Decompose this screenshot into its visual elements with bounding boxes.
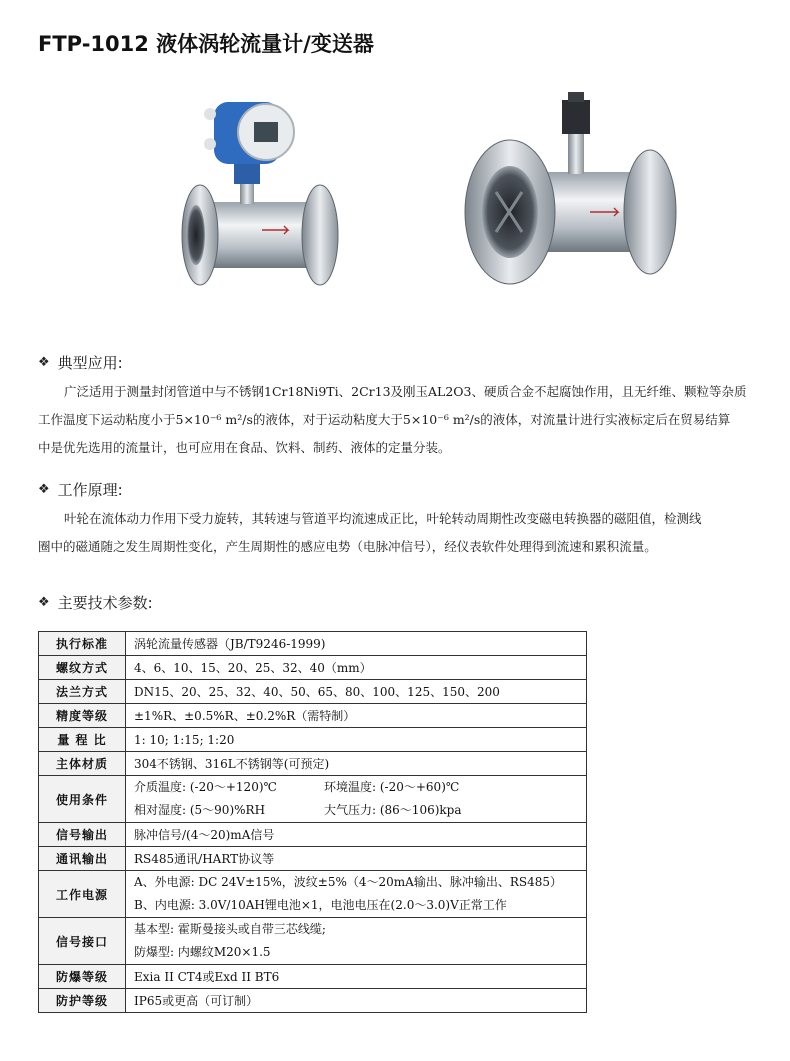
- section-heading-text: 典型应用:: [57, 354, 123, 372]
- paragraph-line: 中是优先选用的流量计，也可应用在食品、饮料、制药、液体的定量分装。: [38, 440, 451, 455]
- pressure: 大气压力: (86～106)kpa: [324, 803, 462, 817]
- conditions-line: [134, 799, 578, 822]
- table-row: [39, 965, 587, 989]
- medium-temp: 介质温度: (-20～+120)℃: [134, 780, 277, 794]
- table-row: [39, 656, 587, 680]
- spec-value: [126, 776, 587, 823]
- section-heading-specs: [38, 592, 153, 613]
- spec-value: [126, 871, 587, 918]
- section-heading-principle: [38, 479, 123, 500]
- spec-value: 304不锈钢、316L不锈钢等(可预定): [126, 752, 587, 776]
- paragraph-line: 圈中的磁通随之发生周期性变化，产生周期性的感应电势（电脉冲信号），经仪表软件处理得到流速和累积流量。: [38, 539, 657, 554]
- turbine-meter-sensor-photo: [465, 92, 676, 284]
- turbine-meter-display-photo: [182, 102, 338, 285]
- spec-label: 精度等级: [39, 704, 126, 728]
- diamond-cluster-icon: ❖: [38, 355, 50, 370]
- spec-label: 法兰方式: [39, 680, 126, 704]
- paragraph-line: 叶轮在流体动力作用下受力旋转，其转速与管道平均流速成正比，叶轮转动周期性改变磁电转换器的磁阻值，检测线: [64, 511, 702, 526]
- section-heading-text: 主要技术参数:: [57, 594, 153, 612]
- spec-label: 防护等级: [39, 989, 126, 1013]
- spec-value: IP65或更高（可订制）: [126, 989, 587, 1013]
- diamond-cluster-icon: ❖: [38, 595, 50, 610]
- table-row: [39, 823, 587, 847]
- diamond-cluster-icon: ❖: [38, 482, 50, 497]
- conditions-line: [134, 776, 578, 799]
- spec-value: 脉冲信号/(4～20)mA信号: [126, 823, 587, 847]
- ambient-temp: 环境温度: (-20～+60)℃: [324, 780, 460, 794]
- power-line-a: A、外电源: DC 24V±15%，波纹±5%（4～20mA输出、脉冲输出、RS485）: [134, 875, 563, 889]
- application-paragraph: [38, 378, 790, 462]
- table-row: [39, 704, 587, 728]
- table-row: [39, 989, 587, 1013]
- spec-label: 执行标准: [39, 632, 126, 656]
- section-heading-application: [38, 352, 123, 373]
- spec-value: 涡轮流量传感器（JB/T9246-1999): [126, 632, 587, 656]
- spec-label: 工作电源: [39, 871, 126, 918]
- table-row: [39, 728, 587, 752]
- spec-table: [38, 631, 587, 1013]
- spec-value: 1: 10; 1:15; 1:20: [126, 728, 587, 752]
- spec-label: 量 程 比: [39, 728, 126, 752]
- spec-value: 4、6、10、15、20、25、32、40（mm）: [126, 656, 587, 680]
- spec-label: 主体材质: [39, 752, 126, 776]
- spec-label: 信号接口: [39, 918, 126, 965]
- table-row: [39, 871, 587, 918]
- spec-value: DN15、20、25、32、40、50、65、80、100、125、150、200: [126, 680, 587, 704]
- spec-label: 使用条件: [39, 776, 126, 823]
- table-row: [39, 752, 587, 776]
- spec-value: [126, 918, 587, 965]
- power-line-b: B、内电源: 3.0V/10AH锂电池×1，电池电压在(2.0～3.0)V正常工作: [134, 898, 507, 912]
- table-row: [39, 680, 587, 704]
- humidity: 相对湿度: (5～90)%RH: [134, 803, 266, 817]
- spec-label: 螺纹方式: [39, 656, 126, 680]
- spec-value: ±1%R、±0.5%R、±0.2%R（需特制）: [126, 704, 587, 728]
- section-heading-text: 工作原理:: [57, 481, 123, 499]
- spec-label: 信号输出: [39, 823, 126, 847]
- spec-value: Exia II CT4或Exd II BT6: [126, 965, 587, 989]
- page-title: FTP-1012 液体涡轮流量计/变送器: [38, 32, 374, 56]
- principle-paragraph: [38, 505, 790, 561]
- product-photos: [170, 92, 700, 322]
- interface-line-a: 基本型: 霍斯曼接头或自带三芯线缆;: [134, 922, 326, 936]
- paragraph-line: 工作温度下运动粘度小于5×10⁻⁶ m²/s的液体，对于运动粘度大于5×10⁻⁶ m²/s的液体，对流量计进行实液标定后在贸易结算: [38, 412, 731, 427]
- paragraph-line: 广泛适用于测量封闭管道中与不锈钢1Cr18Ni9Ti、2Cr13及刚玉AL2O3、硬质合金不起腐蚀作用，且无纤维、颗粒等杂质: [64, 384, 747, 399]
- spec-label: 通讯输出: [39, 847, 126, 871]
- table-row: [39, 847, 587, 871]
- interface-line-b: 防爆型: 内螺纹M20×1.5: [134, 945, 271, 959]
- table-row: [39, 918, 587, 965]
- spec-label: 防爆等级: [39, 965, 126, 989]
- table-row: [39, 632, 587, 656]
- table-row: [39, 776, 587, 823]
- spec-value: RS485通讯/HART协议等: [126, 847, 587, 871]
